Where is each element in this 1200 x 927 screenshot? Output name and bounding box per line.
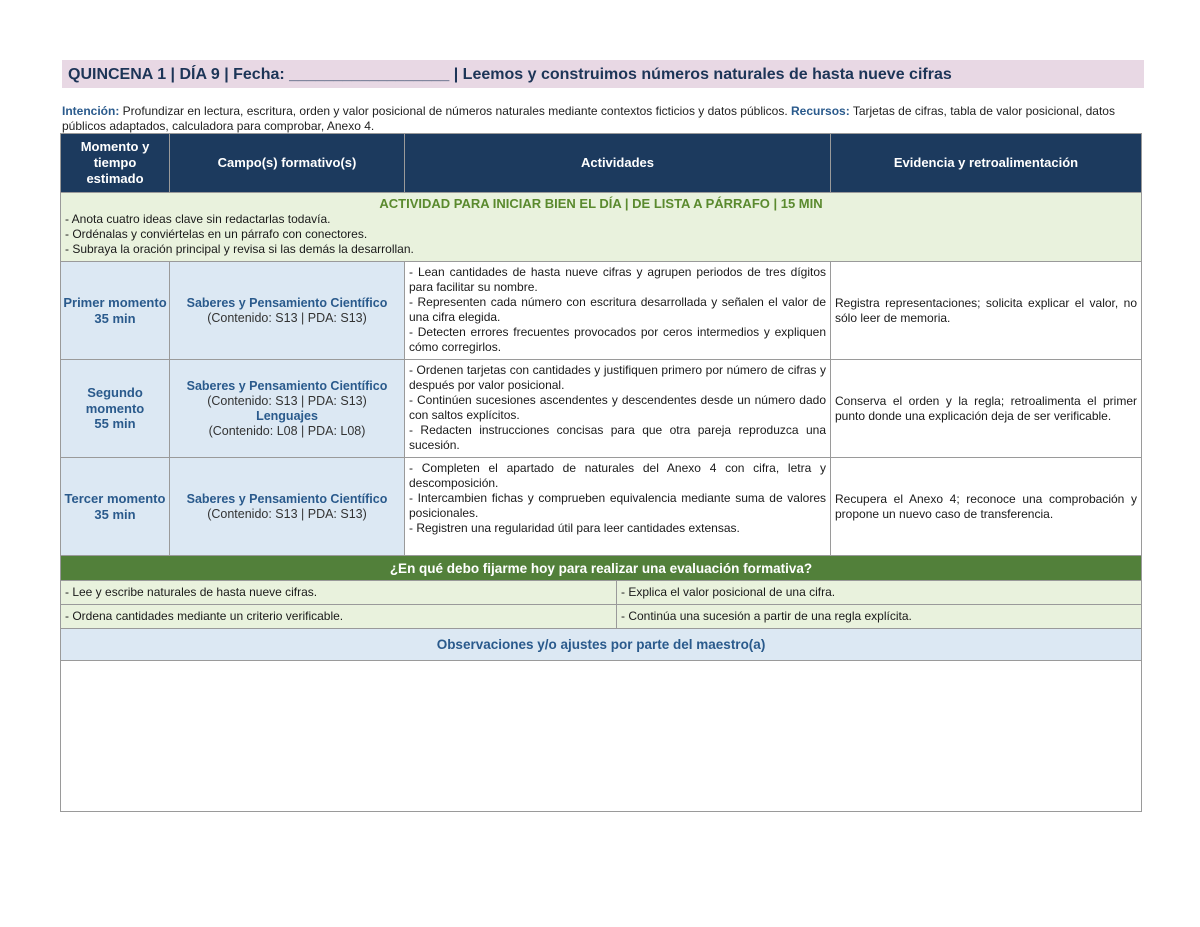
campo-name: Saberes y Pensamiento Científico — [186, 491, 388, 506]
activity-item: - Completen el apartado de naturales del Anexo 4 con cifra, letra y descomposición. — [409, 461, 826, 490]
header-evidencia: Evidencia y retroalimentación — [831, 134, 1142, 193]
evaluation-item: - Continúa una sucesión a partir de una regla explícita. — [617, 605, 1141, 628]
intro-paragraph — [62, 104, 1144, 133]
evidence-cell: Registra representaciones; solicita explicar el valor, no sólo leer de memoria. — [831, 262, 1142, 360]
recursos-label: Recursos: — [791, 104, 850, 118]
evaluation-header-row — [61, 556, 1142, 581]
activities-cell — [405, 458, 831, 556]
campo-detail: (Contenido: S13 | PDA: S13) — [207, 506, 367, 521]
observations-text-area[interactable] — [61, 661, 1142, 812]
moment-name: Segundo momento — [85, 385, 145, 416]
activity-item: - Representen cada número con escritura desarrollada y señalen el valor de una cifra elegida. — [409, 295, 826, 324]
moment-label — [61, 458, 170, 556]
campo-detail: (Contenido: S13 | PDA: S13) — [207, 393, 367, 408]
observations-header-row — [61, 629, 1142, 661]
starter-title: ACTIVIDAD PARA INICIAR BIEN EL DÍA | DE LISTA A PÁRRAFO | 15 MIN — [379, 196, 823, 211]
evaluation-row — [61, 581, 1142, 605]
header-campo: Campo(s) formativo(s) — [170, 134, 405, 193]
lesson-plan-table — [60, 133, 1142, 812]
evaluation-title: ¿En qué debo fijarme hoy para realizar una evaluación formativa? — [61, 556, 1142, 581]
intencion-label: Intención: — [62, 104, 120, 118]
campo-cell — [170, 360, 405, 458]
moment-row-1 — [61, 262, 1142, 360]
campo-name: Saberes y Pensamiento Científico — [186, 378, 388, 393]
evidence-cell: Conserva el orden y la regla; retroalimenta el primer punto donde una explicación deja de ser verificable. — [831, 360, 1142, 458]
observations-body-row — [61, 661, 1142, 812]
campo-cell — [170, 458, 405, 556]
evaluation-item: - Ordena cantidades mediante un criterio verificable. — [61, 605, 617, 628]
moment-label — [61, 360, 170, 458]
moment-time: 35 min — [94, 310, 136, 326]
starter-item: - Subraya la oración principal y revisa si las demás la desarrollan. — [65, 242, 414, 256]
evidence-cell: Recupera el Anexo 4; reconoce una comprobación y propone un nuevo caso de transferencia. — [831, 458, 1142, 556]
moment-name: Primer momento — [63, 295, 167, 310]
evaluation-cell — [61, 605, 1142, 629]
moment-time: 35 min — [94, 506, 136, 522]
activity-item: - Ordenen tarjetas con cantidades y justifiquen primero por número de cifras y después por valor posicional. — [409, 363, 826, 392]
activity-item: - Lean cantidades de hasta nueve cifras y agrupen periodos de tres dígitos para facilitar su nombre. — [409, 265, 826, 294]
recursos-text: Tarjetas de cifras, tabla de valor posicional, datos públicos adaptados, calculadora para comprobar, Anexo 4. — [62, 104, 1115, 133]
activity-item: - Continúen sucesiones ascendentes y descendentes desde un número dado con saltos explícitos. — [409, 393, 826, 422]
starter-item: - Anota cuatro ideas clave sin redactarlas todavía. — [65, 212, 331, 226]
moment-row-2 — [61, 360, 1142, 458]
header-actividades: Actividades — [405, 134, 831, 193]
activity-item: - Registren una regularidad útil para leer cantidades extensas. — [409, 521, 740, 535]
starter-activity — [61, 193, 1142, 262]
campo-name: Lenguajes — [256, 408, 318, 423]
header-momento: Momento y tiempo estimado — [61, 134, 170, 193]
activities-cell — [405, 262, 831, 360]
observations-title: Observaciones y/o ajustes por parte del maestro(a) — [61, 629, 1142, 661]
campo-detail: (Contenido: L08 | PDA: L08) — [208, 423, 366, 438]
evaluation-row — [61, 605, 1142, 629]
moment-name: Tercer momento — [64, 491, 166, 506]
activities-cell — [405, 360, 831, 458]
evaluation-cell — [61, 581, 1142, 605]
starter-item: - Ordénalas y conviértelas en un párrafo con conectores. — [65, 227, 368, 241]
moment-label — [61, 262, 170, 360]
evaluation-item: - Explica el valor posicional de una cifra. — [617, 581, 1141, 604]
moment-time: 55 min — [94, 416, 136, 432]
campo-cell — [170, 262, 405, 360]
page-title: QUINCENA 1 | DÍA 9 | Fecha: __________________ | Leemos y construimos números naturales de hasta nueve cifras — [62, 60, 1144, 88]
activity-item: - Redacten instrucciones concisas para que otra pareja reproduzca una sucesión. — [409, 423, 826, 452]
intencion-text: Profundizar en lectura, escritura, orden y valor posicional de números naturales mediante contextos ficticios y datos públicos. — [119, 104, 792, 118]
campo-name: Saberes y Pensamiento Científico — [186, 295, 388, 310]
activity-item: - Detecten errores frecuentes provocados por ceros intermedios y expliquen cómo corregirlos. — [409, 325, 826, 354]
campo-detail: (Contenido: S13 | PDA: S13) — [207, 310, 367, 325]
evaluation-item: - Lee y escribe naturales de hasta nueve cifras. — [61, 581, 617, 604]
moment-row-3 — [61, 458, 1142, 556]
starter-row — [61, 193, 1142, 262]
activity-item: - Intercambien fichas y comprueben equivalencia mediante suma de valores posicionales. — [409, 491, 826, 520]
table-header-row — [61, 134, 1142, 193]
